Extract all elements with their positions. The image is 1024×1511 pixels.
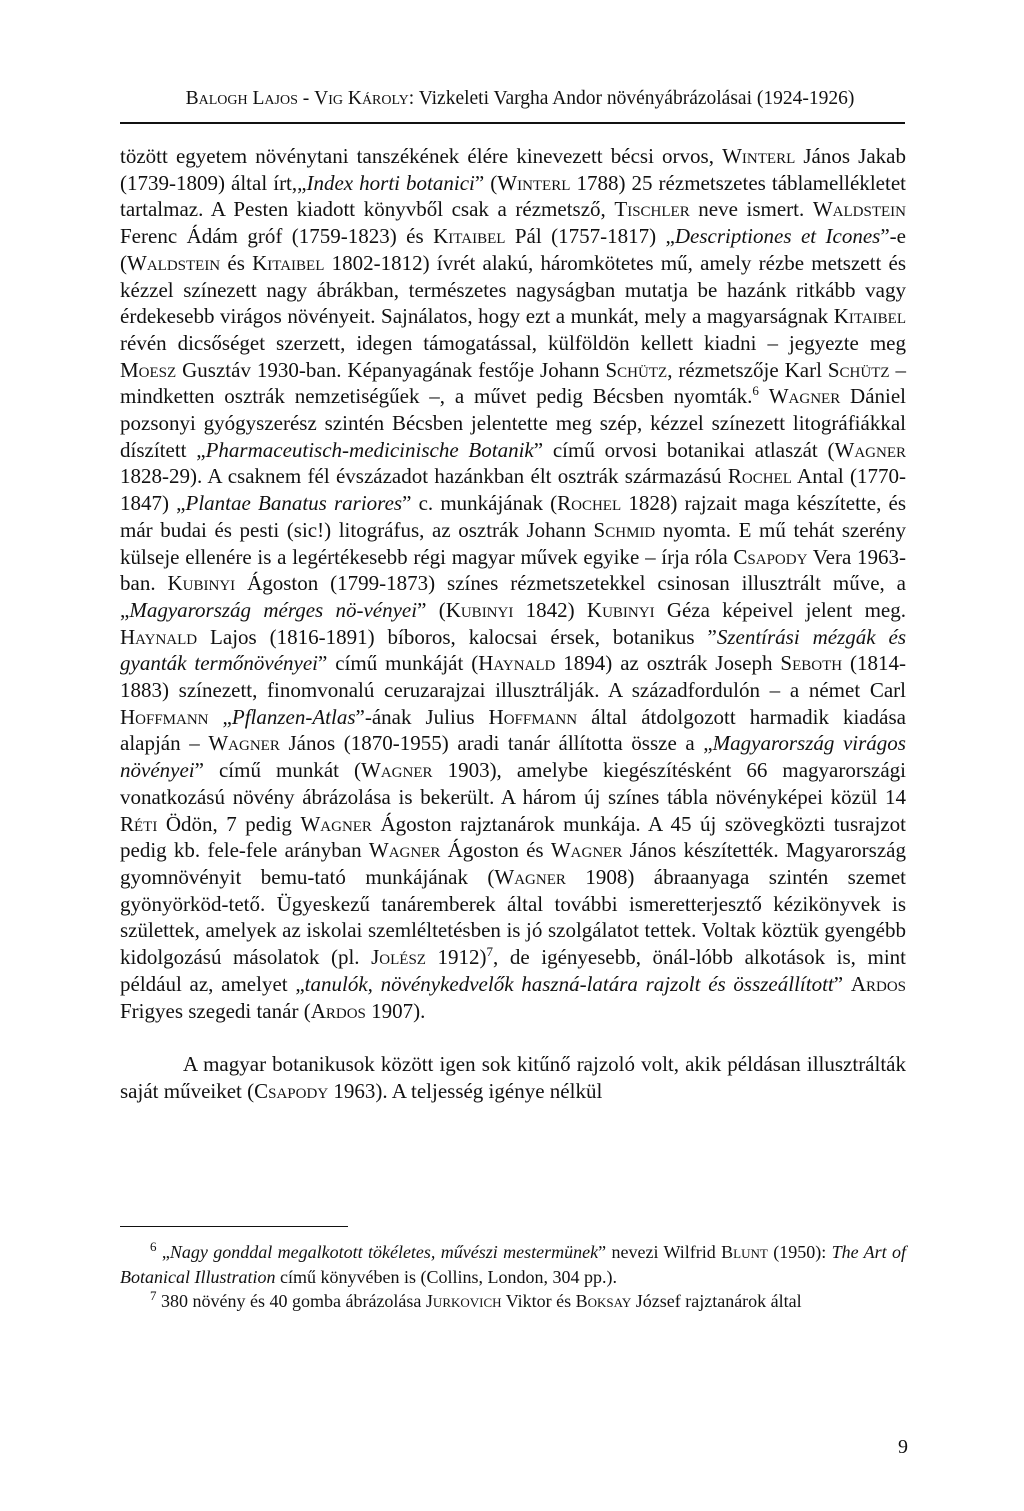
footnote-ref: 7 bbox=[486, 944, 494, 960]
name-smallcaps: Rochel bbox=[727, 464, 792, 489]
text-run: ”-e ( bbox=[120, 224, 906, 275]
text-run: (1950): bbox=[767, 1242, 832, 1262]
text-run: János készítették. Magyarország gyomnövényit bemu-tató munkájának ( bbox=[120, 838, 906, 889]
text-run: ” című munkát ( bbox=[194, 758, 362, 783]
name-smallcaps: Schütz bbox=[827, 357, 890, 382]
name-smallcaps: Schmid bbox=[593, 517, 656, 542]
italic-title: Szentírási mézgák és gyanták termőnövényei bbox=[120, 624, 906, 676]
text-run: Géza képeivel jelent meg. bbox=[654, 597, 906, 622]
name-smallcaps: Boksay bbox=[575, 1291, 632, 1311]
name-smallcaps: Winterl bbox=[722, 144, 796, 168]
text-run: Pál (1757-1817) „ bbox=[505, 224, 675, 249]
author-separator: - bbox=[297, 88, 315, 109]
author2-family: Károly bbox=[347, 88, 409, 109]
text-run: ” bbox=[833, 971, 851, 996]
name-smallcaps: Kubinyi bbox=[586, 597, 655, 622]
italic-title: Nagy gonddal megalkotott tökéletes, művészi mestermünek bbox=[169, 1242, 599, 1262]
name-smallcaps: Wagner bbox=[368, 838, 441, 863]
text-run: Antal (1770-1847) „ bbox=[120, 464, 906, 516]
text-run: 1788) 25 rézmetszetes táblamellékletet tartalmaz. A Pesten kiadott könyvből csak a rézmetsző, bbox=[120, 170, 906, 222]
italic-title: Plantae Banatus rariores bbox=[185, 491, 403, 516]
italic-title: Pflanzen-Atlas bbox=[231, 704, 356, 729]
text-run: ”-ának Julius bbox=[355, 704, 489, 729]
header-rule bbox=[120, 122, 905, 124]
name-smallcaps: Kitaibel bbox=[833, 304, 906, 329]
italic-title: Pharmaceutisch-medicinische Botanik bbox=[205, 437, 534, 462]
text-run: ” című munkáját ( bbox=[318, 651, 479, 676]
name-smallcaps: Schütz bbox=[605, 357, 668, 382]
name-smallcaps: Hoffmann bbox=[488, 704, 578, 729]
name-smallcaps: Wagner bbox=[208, 731, 280, 756]
name-smallcaps: Ardos bbox=[310, 998, 366, 1023]
name-smallcaps: Csapody bbox=[733, 544, 808, 569]
text-run: ” nevezi Wilfrid bbox=[598, 1242, 722, 1262]
name-smallcaps: Réti bbox=[120, 811, 158, 836]
text-run: nyomta. E mű tehát szerény külseje ellenére is a legértékesebb régi magyar művek egyike – írja róla bbox=[120, 517, 906, 569]
name-smallcaps: Wagner bbox=[834, 437, 906, 462]
text-run: József rajztanárok által bbox=[631, 1291, 802, 1311]
text-run: Dániel pozsonyi gyógyszerész szintén Bécsben jelentette meg szép, kézzel színezett litográfiákkal díszített „ bbox=[120, 384, 907, 462]
text-run: 1828-29). A csaknem fél évszázadot hazánkban élt osztrák származású bbox=[120, 464, 728, 489]
name-smallcaps: Blunt bbox=[721, 1242, 768, 1262]
footnote-rule bbox=[120, 1226, 348, 1227]
page-number: 9 bbox=[898, 1436, 908, 1458]
text-run: című könyvében is (Collins, London, 304 pp.). bbox=[275, 1266, 617, 1287]
text-run: (1814-1883) színezett, finomvonalú ceruzarajzai illusztrálják. A századfordulón – a német Carl bbox=[120, 651, 906, 703]
text-run: 1842) bbox=[513, 597, 587, 622]
text-run: „ bbox=[208, 704, 232, 729]
text-run: 1802-1812) ívrét alakú, háromkötetes mű, amely rézbe metszett és kézzel színezett nagy ábrákban, természetes nagyságban mutatja be hazánk ritkább vagy érdekesebb virágos növényeit. Sajnálatos, hogy ezt a munkát, mely a magyarságnak bbox=[120, 250, 906, 329]
text-run: Gusztáv 1930-ban. Képanyagának festője Johann bbox=[176, 357, 606, 382]
footnotes bbox=[120, 1240, 906, 1314]
name-smallcaps: Hoffmann bbox=[120, 704, 209, 729]
text-run: 1963). A teljesség igénye nélkül bbox=[328, 1078, 603, 1103]
name-smallcaps: Moesz bbox=[120, 357, 177, 382]
text-run: Ágoston (1799-1873) színes rézmetszetekkel csinosan illusztrált műve, a „ bbox=[120, 571, 906, 622]
name-smallcaps: Wagner bbox=[300, 811, 372, 836]
text-run: – mindketten osztrák nemzetiségűek –, a művet pedig Bécsben nyomták. bbox=[120, 357, 907, 409]
footnote-ref: 7 bbox=[150, 1288, 157, 1303]
text-run: Ágoston és bbox=[440, 838, 551, 863]
text-run: Ödön, 7 pedig bbox=[157, 811, 301, 836]
name-smallcaps: Wagner bbox=[768, 384, 841, 409]
text-run: Viktor és bbox=[501, 1291, 576, 1311]
text-run: Vera 1963-ban. bbox=[120, 544, 906, 596]
text-run: 1894) az osztrák Joseph bbox=[555, 651, 781, 676]
text-run: Lajos (1816-1891) bíboros, kalocsai érsek, botanikus ” bbox=[197, 624, 717, 649]
text-run: Ágoston rajztanárok munkája. A 45 új szövegközti tusrajzot pedig kb. fele-fele arányban bbox=[120, 811, 907, 863]
footnote-6 bbox=[120, 1240, 906, 1289]
header-title: : Vizkeleti Vargha Andor növényábrázolásai (1924-1926) bbox=[408, 88, 855, 109]
text-run: és bbox=[220, 250, 253, 275]
author1-family: Lajos bbox=[252, 88, 298, 109]
text-run: ” ( bbox=[417, 597, 446, 622]
text-run: 1907). bbox=[365, 998, 426, 1023]
footnote-ref: 6 bbox=[752, 383, 759, 399]
text-run: 1828) rajzait maga készítette, és már budai és pesti (sic!) litográfus, az osztrák Johann bbox=[120, 491, 906, 542]
name-smallcaps: Jurkovich bbox=[425, 1291, 502, 1311]
name-smallcaps: Seboth bbox=[780, 651, 843, 676]
italic-title: Descriptiones et Icones bbox=[674, 224, 881, 249]
name-smallcaps: Rochel bbox=[557, 491, 622, 516]
body-text bbox=[120, 143, 906, 1105]
text-run: ” ( bbox=[474, 170, 498, 195]
text-run: által átdolgozott harmadik kiadása alapján – bbox=[120, 704, 906, 756]
name-smallcaps: Csapody bbox=[254, 1078, 329, 1103]
text-run: neve ismert. bbox=[689, 197, 813, 222]
name-smallcaps: Waldstein bbox=[812, 197, 907, 222]
text-run: 1912) bbox=[425, 945, 487, 970]
italic-title: The Art of Botanical Illustration bbox=[120, 1242, 906, 1287]
name-smallcaps: Wagner bbox=[361, 758, 433, 783]
text-run bbox=[759, 384, 769, 408]
name-smallcaps: Ardos bbox=[850, 971, 906, 996]
paragraph-1 bbox=[120, 143, 906, 1024]
name-smallcaps: Haynald bbox=[478, 651, 556, 676]
name-smallcaps: Wagner bbox=[494, 864, 566, 889]
paragraph-2 bbox=[120, 1051, 906, 1104]
name-smallcaps: Kitaibel bbox=[252, 250, 325, 275]
text-run: János Jakab (1739-1809) által írt,„ bbox=[120, 144, 906, 195]
text-run: , rézmetszője Karl bbox=[667, 357, 828, 382]
name-smallcaps: Waldstein bbox=[127, 250, 221, 275]
name-smallcaps: Haynald bbox=[120, 624, 198, 649]
italic-title: Magyarország virágos növényei bbox=[120, 731, 906, 783]
name-smallcaps: Kubinyi bbox=[167, 571, 236, 596]
italic-title: Magyarország mérges nö-vényei bbox=[129, 597, 418, 622]
text-run: 380 növény és 40 gomba ábrázolása bbox=[156, 1291, 426, 1311]
name-smallcaps: Winterl bbox=[497, 170, 571, 195]
name-smallcaps: Kubinyi bbox=[445, 597, 514, 622]
name-smallcaps: Jolész bbox=[371, 945, 426, 970]
text-run: 1903), amelybe kiegészítésként 66 magyarországi vonatkozású növény ábrázolása is bekerült. A három új színes tábla növényképei közül 14 bbox=[120, 758, 906, 809]
text-run: ” c. munkájának ( bbox=[402, 491, 558, 516]
text-run: ” című orvosi botanikai atlaszát ( bbox=[533, 437, 835, 462]
text-run: A magyar botanikusok között igen sok kitűnő rajzoló volt, akik példásan illusztrálták saját műveiket ( bbox=[120, 1052, 906, 1103]
author2-given: Vig bbox=[314, 88, 343, 109]
text-run: , de igényesebb, önál-lóbb alkotások is, mint például az, amelyet „ bbox=[120, 945, 906, 996]
text-run: 1908) ábraanyaga szintén szemet gyönyörköd-tető. Ügyeskezű tanáremberek által további ismeretterjesztő kézikönyvek is születtek, amelyek az iskolai szemléltetésben is jó szolgálatot tettek. Voltak köztük gyengébb kidolgozású másolatok (pl. bbox=[120, 864, 906, 970]
text-run: János (1870-1955) aradi tanár állította össze a „ bbox=[279, 731, 713, 756]
text-run: Frigyes szegedi tanár ( bbox=[120, 998, 311, 1023]
footnote-ref: 6 bbox=[150, 1239, 157, 1254]
text-run: révén dicsőséget szerzett, idegen támogatással, külföldön kellett kiadni – jegyezte meg bbox=[120, 330, 906, 355]
footnote-7 bbox=[120, 1289, 906, 1314]
author1-given: Balogh bbox=[185, 88, 248, 109]
italic-title: Index horti botanici bbox=[306, 170, 475, 195]
italic-title: tanulók, növénykedvelők haszná-latára rajzolt és összeállított bbox=[304, 971, 834, 996]
name-smallcaps: Wagner bbox=[550, 838, 623, 863]
name-smallcaps: Kitaibel bbox=[433, 224, 506, 249]
text-run: tözött egyetem növénytani tanszékének élére kinevezett bécsi orvos, bbox=[120, 144, 723, 168]
name-smallcaps: Tischler bbox=[614, 197, 690, 222]
text-run: Ferenc Ádám gróf (1759-1823) és bbox=[120, 224, 434, 249]
running-header bbox=[150, 86, 890, 112]
text-run: „ bbox=[156, 1242, 170, 1262]
